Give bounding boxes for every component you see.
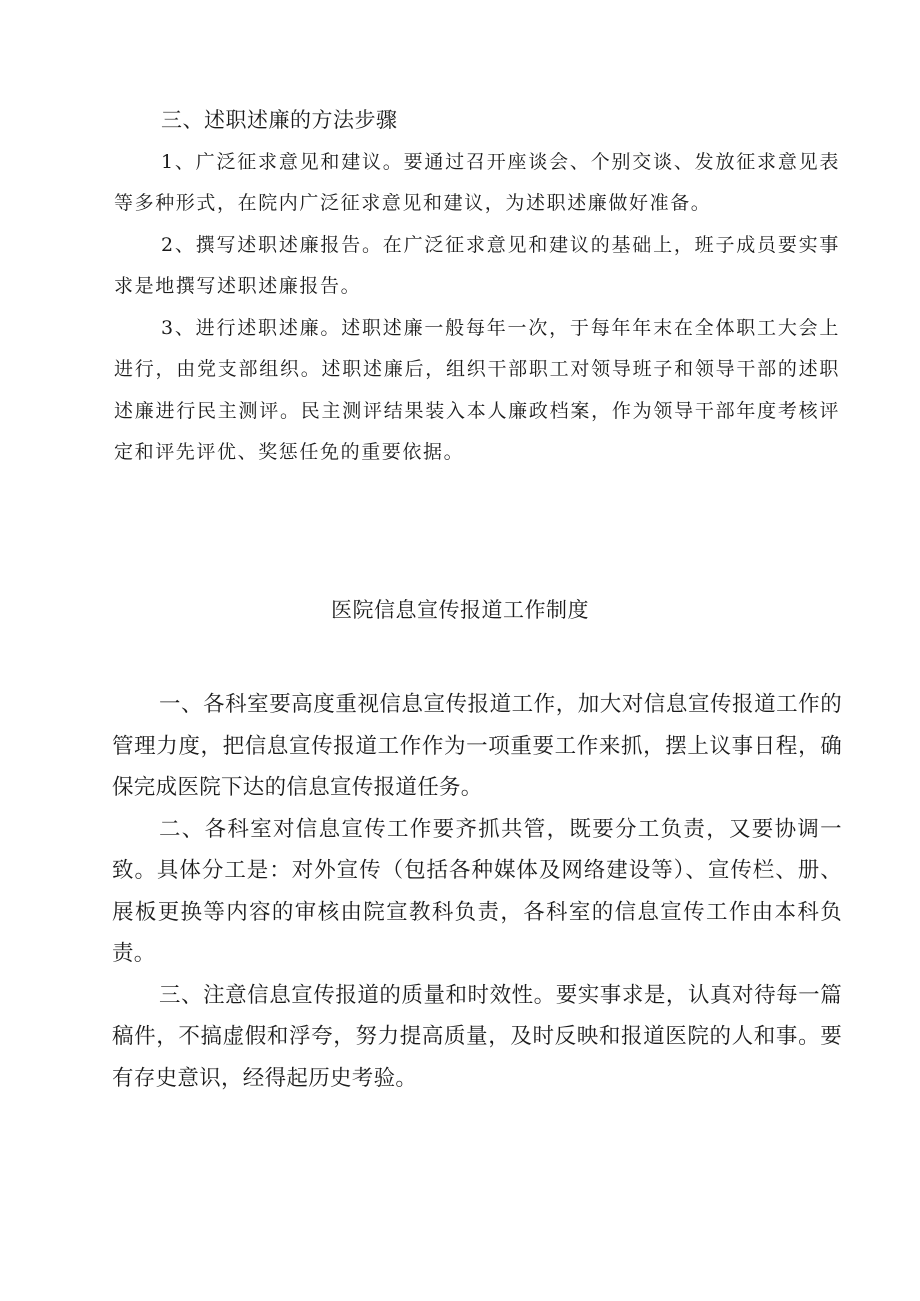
publicity-rules-section [112,684,842,1099]
document-title: 医院信息宣传报道工作制度 [331,598,589,622]
paragraph: 1、广泛征求意见和建议。要通过召开座谈会、个别交谈、发放征求意见表等多种形式，在院内广泛征求意见和建议，为述职述廉做好准备。 [114,150,840,214]
paragraph: 2、撰写述职述廉报告。在广泛征求意见和建议的基础上，班子成员要实事求是地撰写述职述廉报告。 [114,233,840,297]
paragraph: 3、进行述职述廉。述职述廉一般每年一次，于每年年末在全体职工大会上进行，由党支部组织。述职述廉后，组织干部职工对领导班子和领导干部的述职述廉进行民主测评。民主测评结果装入本人廉政档案，作为领导干部年度考核评定和评先评优、奖惩任免的重要依据。 [114,316,840,463]
method-steps-section [114,100,840,474]
paragraph: 二、各科室对信息宣传工作要齐抓共管，既要分工负责，又要协调一致。具体分工是：对外宣传（包括各种媒体及网络建设等）、宣传栏、册、展板更换等内容的审核由院宣教科负责，各科室的信息宣传工作由本科负责。 [112,816,842,966]
paragraph: 一、各科室要高度重视信息宣传报道工作，加大对信息宣传报道工作的管理力度，把信息宣传报道工作作为一项重要工作来抓，摆上议事日程，确保完成医院下达的信息宣传报道任务。 [112,692,842,800]
section-heading: 三、述职述廉的方法步骤 [161,108,398,132]
paragraph: 三、注意信息宣传报道的质量和时效性。要实事求是，认真对待每一篇稿件，不搞虚假和浮夸，努力提高质量，及时反映和报道医院的人和事。要有存史意识，经得起历史考验。 [112,982,842,1091]
